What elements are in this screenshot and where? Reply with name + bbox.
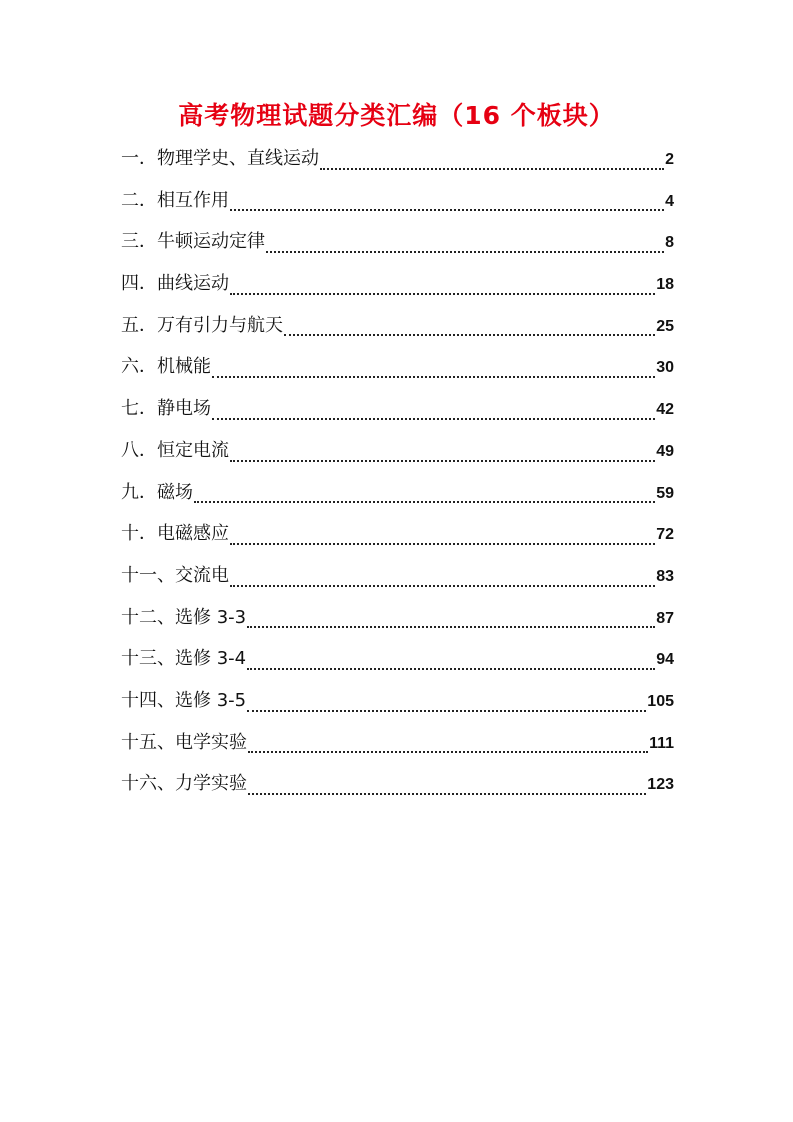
- toc-entry-page: 83: [656, 567, 674, 585]
- toc-entry-number: 十五、: [121, 731, 175, 753]
- toc-entry-label: 相互作用: [157, 189, 229, 211]
- toc-leader-dots: [248, 793, 646, 795]
- toc-leader-dots: [284, 334, 655, 336]
- toc-entry-label: 选修 3-4: [175, 648, 247, 670]
- toc-entry-page: 18: [656, 276, 674, 294]
- toc-leader-dots: [248, 751, 648, 753]
- toc-entry[interactable]: [121, 351, 674, 393]
- toc-entry[interactable]: [121, 143, 674, 185]
- toc-entry-label: 机械能: [157, 356, 211, 378]
- toc-entry-label: 力学实验: [175, 773, 247, 795]
- toc-leader-dots: [212, 418, 655, 420]
- toc-entry-number: 九．: [121, 481, 157, 503]
- toc-leader-dots: [230, 460, 655, 462]
- toc-entry-number: 八．: [121, 439, 157, 461]
- toc-entry-page: 105: [647, 692, 674, 710]
- toc-entry-page: 2: [665, 151, 674, 168]
- toc-entry-label: 选修 3-5: [175, 689, 247, 711]
- toc-entry-label: 曲线运动: [157, 273, 229, 295]
- toc-entry[interactable]: [121, 685, 674, 727]
- toc-leader-dots: [247, 710, 646, 712]
- toc-entry-label: 磁场: [157, 481, 193, 503]
- toc-entry-label: 电磁感应: [157, 523, 229, 545]
- toc-entry-page: 30: [656, 359, 674, 377]
- toc-leader-dots: [212, 376, 655, 378]
- toc-entry-number: 三．: [121, 231, 157, 253]
- toc-entry[interactable]: [121, 310, 674, 352]
- toc-entry-label: 物理学史、直线运动: [157, 148, 319, 169]
- toc-entry[interactable]: [121, 393, 674, 435]
- toc-entry-label: 牛顿运动定律: [157, 231, 265, 253]
- toc-entry-page: 8: [665, 234, 674, 252]
- toc-entry-page: 123: [647, 776, 674, 794]
- toc-entry-number: 五．: [121, 314, 157, 336]
- toc-entry[interactable]: [121, 226, 674, 268]
- toc-entry-page: 87: [656, 609, 674, 627]
- toc-entry-page: 49: [656, 442, 674, 460]
- toc-entry[interactable]: [121, 268, 674, 310]
- toc-entry-page: 72: [656, 526, 674, 544]
- toc-entry[interactable]: [121, 602, 674, 644]
- toc-entry-number: 十二、: [121, 606, 175, 628]
- toc-entry-label: 恒定电流: [157, 439, 229, 461]
- toc-entry-number: 十四、: [121, 689, 175, 711]
- toc-entry-label: 万有引力与航天: [157, 314, 283, 336]
- toc-entry-page: 42: [656, 401, 674, 419]
- toc-entry-page: 111: [649, 734, 674, 752]
- toc-entry[interactable]: [121, 727, 674, 769]
- toc-entry-number: 一．: [121, 148, 157, 169]
- toc-entry[interactable]: [121, 643, 674, 685]
- toc-leader-dots: [194, 501, 655, 503]
- toc-entry-number: 七．: [121, 398, 157, 420]
- toc-entry-label: 交流电: [175, 564, 229, 586]
- toc-entry-label: 选修 3-3: [175, 606, 247, 628]
- toc-entry[interactable]: [121, 435, 674, 477]
- toc-leader-dots: [247, 626, 655, 628]
- toc-entry[interactable]: [121, 768, 674, 810]
- toc-entry-page: 94: [656, 651, 674, 669]
- toc-entry-number: 十六、: [121, 773, 175, 795]
- toc-leader-dots: [247, 668, 655, 670]
- toc-leader-dots: [266, 251, 664, 253]
- toc-entry-number: 十一、: [121, 564, 175, 586]
- toc-entry-page: 59: [656, 484, 674, 502]
- toc-entry-number: 六．: [121, 356, 157, 378]
- toc-entry-label: 静电场: [157, 398, 211, 420]
- toc-entry-label: 电学实验: [175, 731, 247, 753]
- toc-entry-page: 25: [656, 317, 674, 335]
- toc-entry[interactable]: [121, 185, 674, 227]
- toc-leader-dots: [230, 543, 655, 545]
- toc-leader-dots: [230, 585, 655, 587]
- toc-leader-dots: [320, 168, 664, 170]
- toc-entry-number: 二．: [121, 189, 157, 211]
- page-title: 高考物理试题分类汇编（16 个板块）: [178, 101, 615, 130]
- toc-entry[interactable]: [121, 518, 674, 560]
- toc-entry-number: 四．: [121, 273, 157, 295]
- toc-entry[interactable]: [121, 477, 674, 519]
- toc-entry-page: 4: [665, 192, 674, 210]
- table-of-contents: [121, 143, 674, 810]
- toc-entry[interactable]: [121, 560, 674, 602]
- toc-leader-dots: [230, 293, 655, 295]
- toc-entry-number: 十．: [121, 523, 157, 545]
- toc-leader-dots: [230, 209, 664, 211]
- toc-entry-number: 十三、: [121, 648, 175, 670]
